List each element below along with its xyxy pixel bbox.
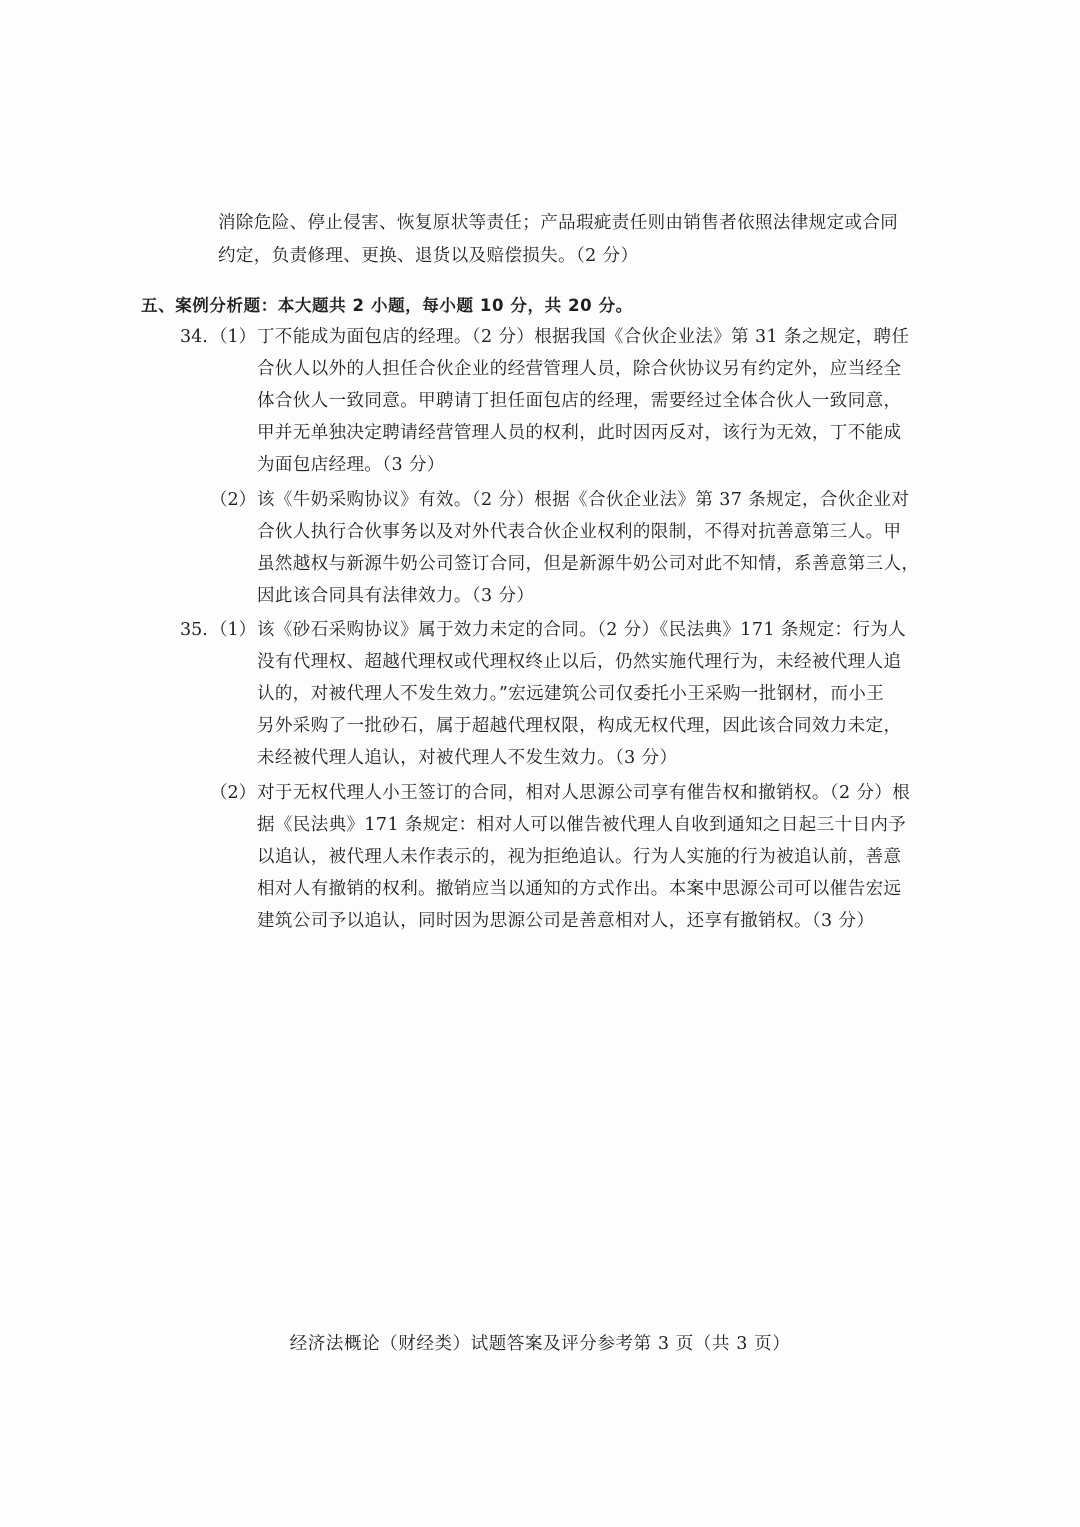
q34-part1-line: 为面包店经理。（3 分） xyxy=(257,455,445,475)
continuation-line: 消除危险、停止侵害、恢复原状等责任；产品瑕疵责任则由销售者依照法律规定或合同 xyxy=(218,213,899,233)
q34-part2-label: （2） xyxy=(210,490,257,510)
q35-part1-line: 该《砂石采购协议》属于效力未定的合同。（2 分）《民法典》171 条规定：行为人 xyxy=(257,620,907,640)
q34-part1-label: （1） xyxy=(210,327,257,347)
q34-part1-line: 体合伙人一致同意。甲聘请丁担任面包店的经理，需要经过全体合伙人一致同意， xyxy=(257,391,902,411)
q35-part1-line: 认的，对被代理人不发生效力。”宏远建筑公司仅委托小王采购一批钢材，而小王 xyxy=(257,684,885,704)
q34-part2-line: 该《牛奶采购协议》有效。（2 分）根据《合伙企业法》第 37 条规定，合伙企业对 xyxy=(257,490,910,510)
question-number-34: 34. xyxy=(180,327,208,347)
question-number-35: 35. xyxy=(180,620,208,640)
section-heading: 五、案例分析题：本大题共 2 小题，每小题 10 分，共 20 分。 xyxy=(141,296,633,315)
q35-part2-label: （2） xyxy=(210,783,257,803)
q35-part1-line: 另外采购了一批砂石，属于超越代理权限，构成无权代理，因此该合同效力未定， xyxy=(257,716,902,736)
q34-part2-line: 因此该合同具有法律效力。（3 分） xyxy=(257,586,535,606)
q35-part1-line: 没有代理权、超越代理权或代理权终止以后，仍然实施代理行为，未经被代理人追 xyxy=(257,652,902,672)
q34-part1-line: 合伙人以外的人担任合伙企业的经营管理人员，除合伙协议另有约定外，应当经全 xyxy=(257,359,902,379)
q35-part2-line: 据《民法典》171 条规定：相对人可以催告被代理人自收到通知之日起三十日内予 xyxy=(257,815,907,835)
continuation-line: 约定，负责修理、更换、退货以及赔偿损失。（2 分） xyxy=(218,246,639,266)
page-footer: 经济法概论（财经类）试题答案及评分参考第 3 页（共 3 页） xyxy=(289,1334,791,1354)
q34-part1-line: 丁不能成为面包店的经理。（2 分）根据我国《合伙企业法》第 31 条之规定，聘任 xyxy=(257,327,910,347)
q34-part2-line: 合伙人执行合伙事务以及对外代表合伙企业权利的限制，不得对抗善意第三人。甲 xyxy=(257,522,902,542)
q35-part2-line: 相对人有撤销的权利。撤销应当以通知的方式作出。本案中思源公司可以催告宏远 xyxy=(257,879,902,899)
q34-part1-line: 甲并无单独决定聘请经营管理人员的权利，此时因丙反对，该行为无效，丁不能成 xyxy=(257,423,902,443)
q35-part2-line: 对于无权代理人小王签订的合同，相对人思源公司享有催告权和撤销权。（2 分）根 xyxy=(257,783,911,803)
q34-part2-line: 虽然越权与新源牛奶公司签订合同，但是新源牛奶公司对此不知情，系善意第三人， xyxy=(257,554,920,574)
q35-part1-label: （1） xyxy=(210,620,257,640)
q35-part2-line: 以追认，被代理人未作表示的，视为拒绝追认。行为人实施的行为被追认前，善意 xyxy=(257,847,902,867)
q35-part2-line: 建筑公司予以追认，同时因为思源公司是善意相对人，还享有撤销权。（3 分） xyxy=(257,911,875,931)
q35-part1-line: 未经被代理人追认，对被代理人不发生效力。（3 分） xyxy=(257,748,678,768)
